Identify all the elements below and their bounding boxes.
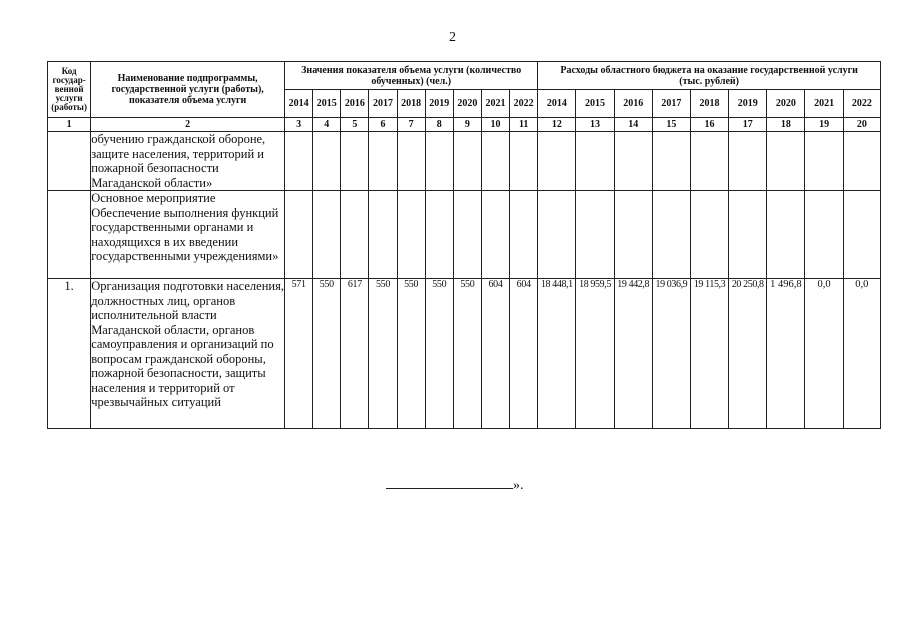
volume-cell: 550 (369, 279, 397, 429)
volume-cell (285, 191, 313, 279)
expense-year: 2020 (767, 90, 805, 118)
volume-year: 2021 (481, 90, 509, 118)
volume-cell (285, 132, 313, 191)
expense-year: 2016 (614, 90, 652, 118)
expense-cell: 0,0 (843, 279, 880, 429)
expense-cell: 1 496,8 (767, 279, 805, 429)
column-number: 3 (285, 118, 313, 132)
row-code: 1. (48, 279, 91, 429)
column-number: 7 (397, 118, 425, 132)
table-row (48, 191, 881, 279)
expense-cell: 18 959,5 (576, 279, 614, 429)
column-number: 6 (369, 118, 397, 132)
expense-cell (652, 191, 690, 279)
expense-cell: 19 036,9 (652, 279, 690, 429)
volume-cell: 550 (313, 279, 341, 429)
column-number: 20 (843, 118, 880, 132)
volume-year: 2019 (425, 90, 453, 118)
volume-year: 2015 (313, 90, 341, 118)
expense-cell (805, 191, 843, 279)
volume-cell (341, 132, 369, 191)
volume-cell (425, 191, 453, 279)
column-number: 18 (767, 118, 805, 132)
volume-year: 2022 (510, 90, 538, 118)
expense-cell (690, 191, 728, 279)
volume-cell (425, 132, 453, 191)
row-name: Организация подготовки населения, должностных лиц, органов исполнительной власти Магаданской области, органов самоуправления и организаций по вопросам гражданской обороны, пожарной безопасности, защиты населения и территорий от чрезвычайных ситуаций (91, 279, 285, 429)
volume-cell (341, 191, 369, 279)
volume-cell (510, 132, 538, 191)
volume-year: 2017 (369, 90, 397, 118)
row-code (48, 191, 91, 279)
volume-cell: 604 (510, 279, 538, 429)
expense-cell (538, 191, 576, 279)
expense-year: 2019 (729, 90, 767, 118)
expense-cell (843, 132, 880, 191)
column-number-row (48, 118, 881, 132)
column-number: 17 (729, 118, 767, 132)
table-row (48, 279, 881, 429)
expense-year: 2021 (805, 90, 843, 118)
volume-cell (453, 132, 481, 191)
expense-year: 2015 (576, 90, 614, 118)
expense-cell (652, 132, 690, 191)
expense-cell (690, 132, 728, 191)
row-name: Основное мероприятие Обеспечение выполнения функций государственными органами и находящихся в их введении государственными учреждениями» (91, 191, 285, 279)
volume-year: 2014 (285, 90, 313, 118)
expense-cell: 19 115,3 (690, 279, 728, 429)
expense-cell (538, 132, 576, 191)
volume-cell (313, 132, 341, 191)
header-name: Наименование подпрограммы, государственной услуги (работы), показателя объема услуги (91, 62, 285, 118)
column-number: 8 (425, 118, 453, 132)
expense-cell: 19 442,8 (614, 279, 652, 429)
column-number: 19 (805, 118, 843, 132)
signature-line (386, 478, 513, 489)
volume-cell (369, 132, 397, 191)
column-number: 12 (538, 118, 576, 132)
volume-cell: 571 (285, 279, 313, 429)
row-name: обучению гражданской обороне, защите населения, территорий и пожарной безопасности Магаданской области» (91, 132, 285, 191)
volume-year: 2016 (341, 90, 369, 118)
expense-cell (614, 132, 652, 191)
expense-cell (767, 132, 805, 191)
column-number: 4 (313, 118, 341, 132)
column-number: 10 (481, 118, 509, 132)
column-number: 1 (48, 118, 91, 132)
column-number: 5 (341, 118, 369, 132)
volume-cell: 550 (397, 279, 425, 429)
column-number: 11 (510, 118, 538, 132)
expense-year: 2022 (843, 90, 880, 118)
expense-cell (614, 191, 652, 279)
expense-cell (843, 191, 880, 279)
column-number: 15 (652, 118, 690, 132)
volume-cell (397, 132, 425, 191)
column-number: 2 (91, 118, 285, 132)
volume-cell: 617 (341, 279, 369, 429)
header-code: Код государ-венной услуги (работы) (48, 62, 91, 118)
column-number: 16 (690, 118, 728, 132)
expense-year: 2018 (690, 90, 728, 118)
volume-cell: 604 (481, 279, 509, 429)
volume-cell: 550 (425, 279, 453, 429)
volume-year: 2018 (397, 90, 425, 118)
expense-cell (805, 132, 843, 191)
volume-cell (453, 191, 481, 279)
header-volume: Значения показателя объема услуги (количество обученных) (чел.) (285, 62, 538, 90)
volume-cell (313, 191, 341, 279)
expense-cell (576, 132, 614, 191)
expense-cell (729, 191, 767, 279)
expense-cell: 0,0 (805, 279, 843, 429)
volume-cell (481, 132, 509, 191)
row-code (48, 132, 91, 191)
table-row (48, 132, 881, 191)
header-expenses: Расходы областного бюджета на оказание государственной услуги (тыс. рублей) (538, 62, 881, 90)
column-number: 9 (453, 118, 481, 132)
expense-year: 2014 (538, 90, 576, 118)
page-number: 2 (449, 30, 456, 45)
volume-cell (397, 191, 425, 279)
closing-quote: ». (513, 478, 524, 493)
column-number: 14 (614, 118, 652, 132)
expense-cell: 18 448,1 (538, 279, 576, 429)
volume-cell (481, 191, 509, 279)
volume-cell (369, 191, 397, 279)
expense-cell (576, 191, 614, 279)
expense-cell: 20 250,8 (729, 279, 767, 429)
services-table (47, 61, 881, 429)
expense-year: 2017 (652, 90, 690, 118)
expense-cell (729, 132, 767, 191)
expense-cell (767, 191, 805, 279)
volume-year: 2020 (453, 90, 481, 118)
volume-cell (510, 191, 538, 279)
volume-cell: 550 (453, 279, 481, 429)
column-number: 13 (576, 118, 614, 132)
closing-mark (386, 478, 524, 494)
